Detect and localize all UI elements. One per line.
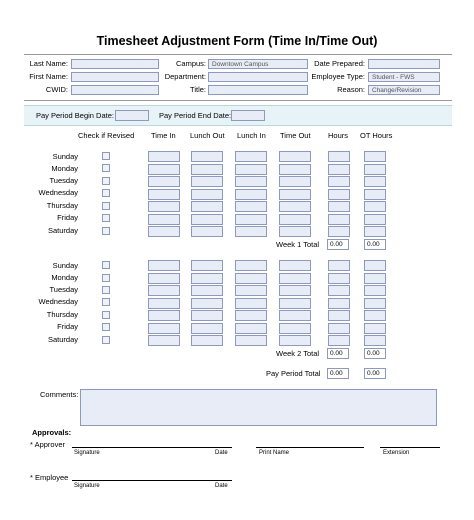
week2-total-label: Week 2 Total	[276, 349, 320, 358]
approver-date-caption: Date	[215, 450, 228, 456]
first-name-field[interactable]	[71, 72, 159, 82]
time-out-field[interactable]	[279, 285, 311, 296]
last-name-label: Last Name:	[29, 59, 68, 68]
week1-ot-total: 0.00	[364, 239, 386, 250]
approver-label: * Approver	[30, 440, 66, 449]
department-label: Department:	[164, 72, 206, 81]
time-out-field[interactable]	[279, 189, 311, 200]
lunch-out-field[interactable]	[191, 285, 223, 296]
title-label: Title:	[190, 85, 206, 94]
col-time-in: Time In	[151, 131, 176, 140]
lunch-out-field[interactable]	[191, 335, 223, 346]
time-out-field[interactable]	[279, 164, 311, 175]
day-label: Friday	[57, 213, 78, 222]
hours-field[interactable]	[328, 164, 350, 175]
approver-print-name-caption: Print Name	[259, 450, 290, 456]
lunch-in-field[interactable]	[235, 201, 267, 212]
time-in-field[interactable]	[148, 335, 180, 346]
lunch-out-field[interactable]	[191, 310, 223, 321]
comments-label: Comments:	[40, 390, 79, 399]
col-lunch-in: Lunch In	[237, 131, 266, 140]
col-check-revised: Check if Revised	[78, 131, 135, 140]
revised-checkbox[interactable]	[102, 274, 110, 282]
hours-field[interactable]	[328, 335, 350, 346]
first-name-label: First Name:	[29, 72, 68, 81]
hours-field[interactable]	[328, 323, 350, 334]
revised-checkbox[interactable]	[102, 286, 110, 294]
ot-hours-field[interactable]	[364, 260, 386, 271]
hours-field[interactable]	[328, 189, 350, 200]
day-label: Saturday	[47, 335, 78, 344]
hours-field[interactable]	[328, 214, 350, 225]
ot-hours-field[interactable]	[364, 310, 386, 321]
time-in-field[interactable]	[148, 285, 180, 296]
hours-field[interactable]	[328, 260, 350, 271]
day-label: Wednesday	[38, 297, 78, 306]
lunch-in-field[interactable]	[235, 298, 267, 309]
ot-hours-field[interactable]	[364, 189, 386, 200]
ot-hours-field[interactable]	[364, 214, 386, 225]
cwid-label: CWID:	[45, 85, 68, 94]
time-in-field[interactable]	[148, 176, 180, 187]
time-out-field[interactable]	[279, 273, 311, 284]
revised-checkbox[interactable]	[102, 298, 110, 306]
ot-hours-field[interactable]	[364, 164, 386, 175]
pay-period-end-field[interactable]	[231, 110, 265, 121]
lunch-in-field[interactable]	[235, 260, 267, 271]
pay-period-begin-label: Pay Period Begin Date:	[36, 111, 114, 120]
time-in-field[interactable]	[148, 323, 180, 334]
pay-period-hours-total: 0.00	[327, 368, 349, 379]
pay-period-ot-total: 0.00	[364, 368, 386, 379]
lunch-out-field[interactable]	[191, 226, 223, 237]
date-prepared-field[interactable]	[368, 59, 440, 69]
time-in-field[interactable]	[148, 214, 180, 225]
day-label: Thursday	[46, 310, 78, 319]
ot-hours-field[interactable]	[364, 298, 386, 309]
approver-extension-line	[380, 447, 440, 448]
ot-hours-field[interactable]	[364, 201, 386, 212]
pay-period-total-label: Pay Period Total	[266, 369, 321, 378]
day-label: Monday	[51, 164, 78, 173]
revised-checkbox[interactable]	[102, 261, 110, 269]
day-label: Sunday	[52, 152, 78, 161]
approver-signature-caption: Signature	[74, 450, 100, 456]
time-in-field[interactable]	[148, 226, 180, 237]
day-label: Tuesday	[49, 176, 78, 185]
time-out-field[interactable]	[279, 226, 311, 237]
employee-signature-line	[72, 480, 232, 481]
campus-select[interactable]: Downtown Campus	[208, 59, 308, 69]
title-field[interactable]	[208, 85, 308, 95]
day-label: Tuesday	[49, 285, 78, 294]
day-label: Monday	[51, 273, 78, 282]
time-out-field[interactable]	[279, 176, 311, 187]
lunch-out-field[interactable]	[191, 273, 223, 284]
employee-signature-caption: Signature	[74, 483, 100, 489]
ot-hours-field[interactable]	[364, 226, 386, 237]
time-in-field[interactable]	[148, 151, 180, 162]
ot-hours-field[interactable]	[364, 323, 386, 334]
lunch-in-field[interactable]	[235, 176, 267, 187]
revised-checkbox[interactable]	[102, 164, 110, 172]
ot-hours-field[interactable]	[364, 151, 386, 162]
date-prepared-label: Date Prepared:	[314, 59, 365, 68]
header-divider	[24, 100, 452, 101]
lunch-out-field[interactable]	[191, 164, 223, 175]
hours-field[interactable]	[328, 151, 350, 162]
ot-hours-field[interactable]	[364, 285, 386, 296]
lunch-out-field[interactable]	[191, 176, 223, 187]
lunch-in-field[interactable]	[235, 164, 267, 175]
reason-label: Reason:	[337, 85, 365, 94]
revised-checkbox[interactable]	[102, 323, 110, 331]
time-in-field[interactable]	[148, 310, 180, 321]
hours-field[interactable]	[328, 273, 350, 284]
last-name-field[interactable]	[71, 59, 159, 69]
time-out-field[interactable]	[279, 335, 311, 346]
hours-field[interactable]	[328, 226, 350, 237]
approver-extension-caption: Extension	[383, 450, 410, 456]
lunch-in-field[interactable]	[235, 323, 267, 334]
employee-label: * Employee	[30, 473, 69, 482]
lunch-in-field[interactable]	[235, 151, 267, 162]
week1-hours-total: 0.00	[327, 239, 349, 250]
time-out-field[interactable]	[279, 214, 311, 225]
time-in-field[interactable]	[148, 298, 180, 309]
lunch-in-field[interactable]	[235, 226, 267, 237]
lunch-out-field[interactable]	[191, 298, 223, 309]
time-out-field[interactable]	[279, 310, 311, 321]
day-label: Friday	[57, 322, 78, 331]
time-out-field[interactable]	[279, 151, 311, 162]
reason-select[interactable]: Change/Revision	[368, 85, 440, 95]
lunch-out-field[interactable]	[191, 189, 223, 200]
hours-field[interactable]	[328, 176, 350, 187]
day-label: Wednesday	[38, 188, 78, 197]
ot-hours-field[interactable]	[364, 335, 386, 346]
time-out-field[interactable]	[279, 298, 311, 309]
campus-label: Campus:	[175, 59, 206, 68]
hours-field[interactable]	[328, 298, 350, 309]
approvals-heading: Approvals:	[32, 428, 72, 437]
ot-hours-field[interactable]	[364, 176, 386, 187]
revised-checkbox[interactable]	[102, 189, 110, 197]
employee-type-label: Employee Type:	[311, 72, 365, 81]
lunch-in-field[interactable]	[235, 214, 267, 225]
department-field[interactable]	[208, 72, 308, 82]
revised-checkbox[interactable]	[102, 227, 110, 235]
lunch-out-field[interactable]	[191, 214, 223, 225]
comments-textarea[interactable]	[80, 389, 437, 426]
revised-checkbox[interactable]	[102, 214, 110, 222]
lunch-out-field[interactable]	[191, 201, 223, 212]
lunch-in-field[interactable]	[235, 285, 267, 296]
week2-ot-total: 0.00	[364, 348, 386, 359]
time-in-field[interactable]	[148, 260, 180, 271]
form-title: Timesheet Adjustment Form (Time In/Time Out)	[96, 34, 378, 48]
approver-signature-line	[72, 447, 232, 448]
revised-checkbox[interactable]	[102, 152, 110, 160]
lunch-out-field[interactable]	[191, 260, 223, 271]
cwid-field[interactable]	[71, 85, 159, 95]
col-hours: Hours	[328, 131, 349, 140]
revised-checkbox[interactable]	[102, 202, 110, 210]
week1-total-label: Week 1 Total	[276, 240, 320, 249]
pay-period-end-label: Pay Period End Date:	[159, 111, 232, 120]
col-lunch-out: Lunch Out	[190, 131, 225, 140]
revised-checkbox[interactable]	[102, 177, 110, 185]
day-label: Saturday	[47, 226, 78, 235]
col-time-out: Time Out	[280, 131, 311, 140]
day-label: Sunday	[52, 261, 78, 270]
time-in-field[interactable]	[148, 201, 180, 212]
employee-date-caption: Date	[215, 483, 228, 489]
lunch-in-field[interactable]	[235, 273, 267, 284]
day-label: Thursday	[46, 201, 78, 210]
time-out-field[interactable]	[279, 323, 311, 334]
time-out-field[interactable]	[279, 201, 311, 212]
lunch-in-field[interactable]	[235, 335, 267, 346]
pay-period-begin-field[interactable]	[115, 110, 149, 121]
employee-type-select[interactable]: Student - FWS	[368, 72, 440, 82]
time-out-field[interactable]	[279, 260, 311, 271]
hours-field[interactable]	[328, 310, 350, 321]
col-ot-hours: OT Hours	[360, 131, 393, 140]
lunch-out-field[interactable]	[191, 323, 223, 334]
time-in-field[interactable]	[148, 189, 180, 200]
lunch-in-field[interactable]	[235, 189, 267, 200]
ot-hours-field[interactable]	[364, 273, 386, 284]
hours-field[interactable]	[328, 201, 350, 212]
lunch-in-field[interactable]	[235, 310, 267, 321]
time-in-field[interactable]	[148, 164, 180, 175]
hours-field[interactable]	[328, 285, 350, 296]
revised-checkbox[interactable]	[102, 311, 110, 319]
week2-hours-total: 0.00	[327, 348, 349, 359]
approver-print-name-line	[256, 447, 364, 448]
title-divider	[24, 54, 452, 55]
time-in-field[interactable]	[148, 273, 180, 284]
lunch-out-field[interactable]	[191, 151, 223, 162]
revised-checkbox[interactable]	[102, 336, 110, 344]
